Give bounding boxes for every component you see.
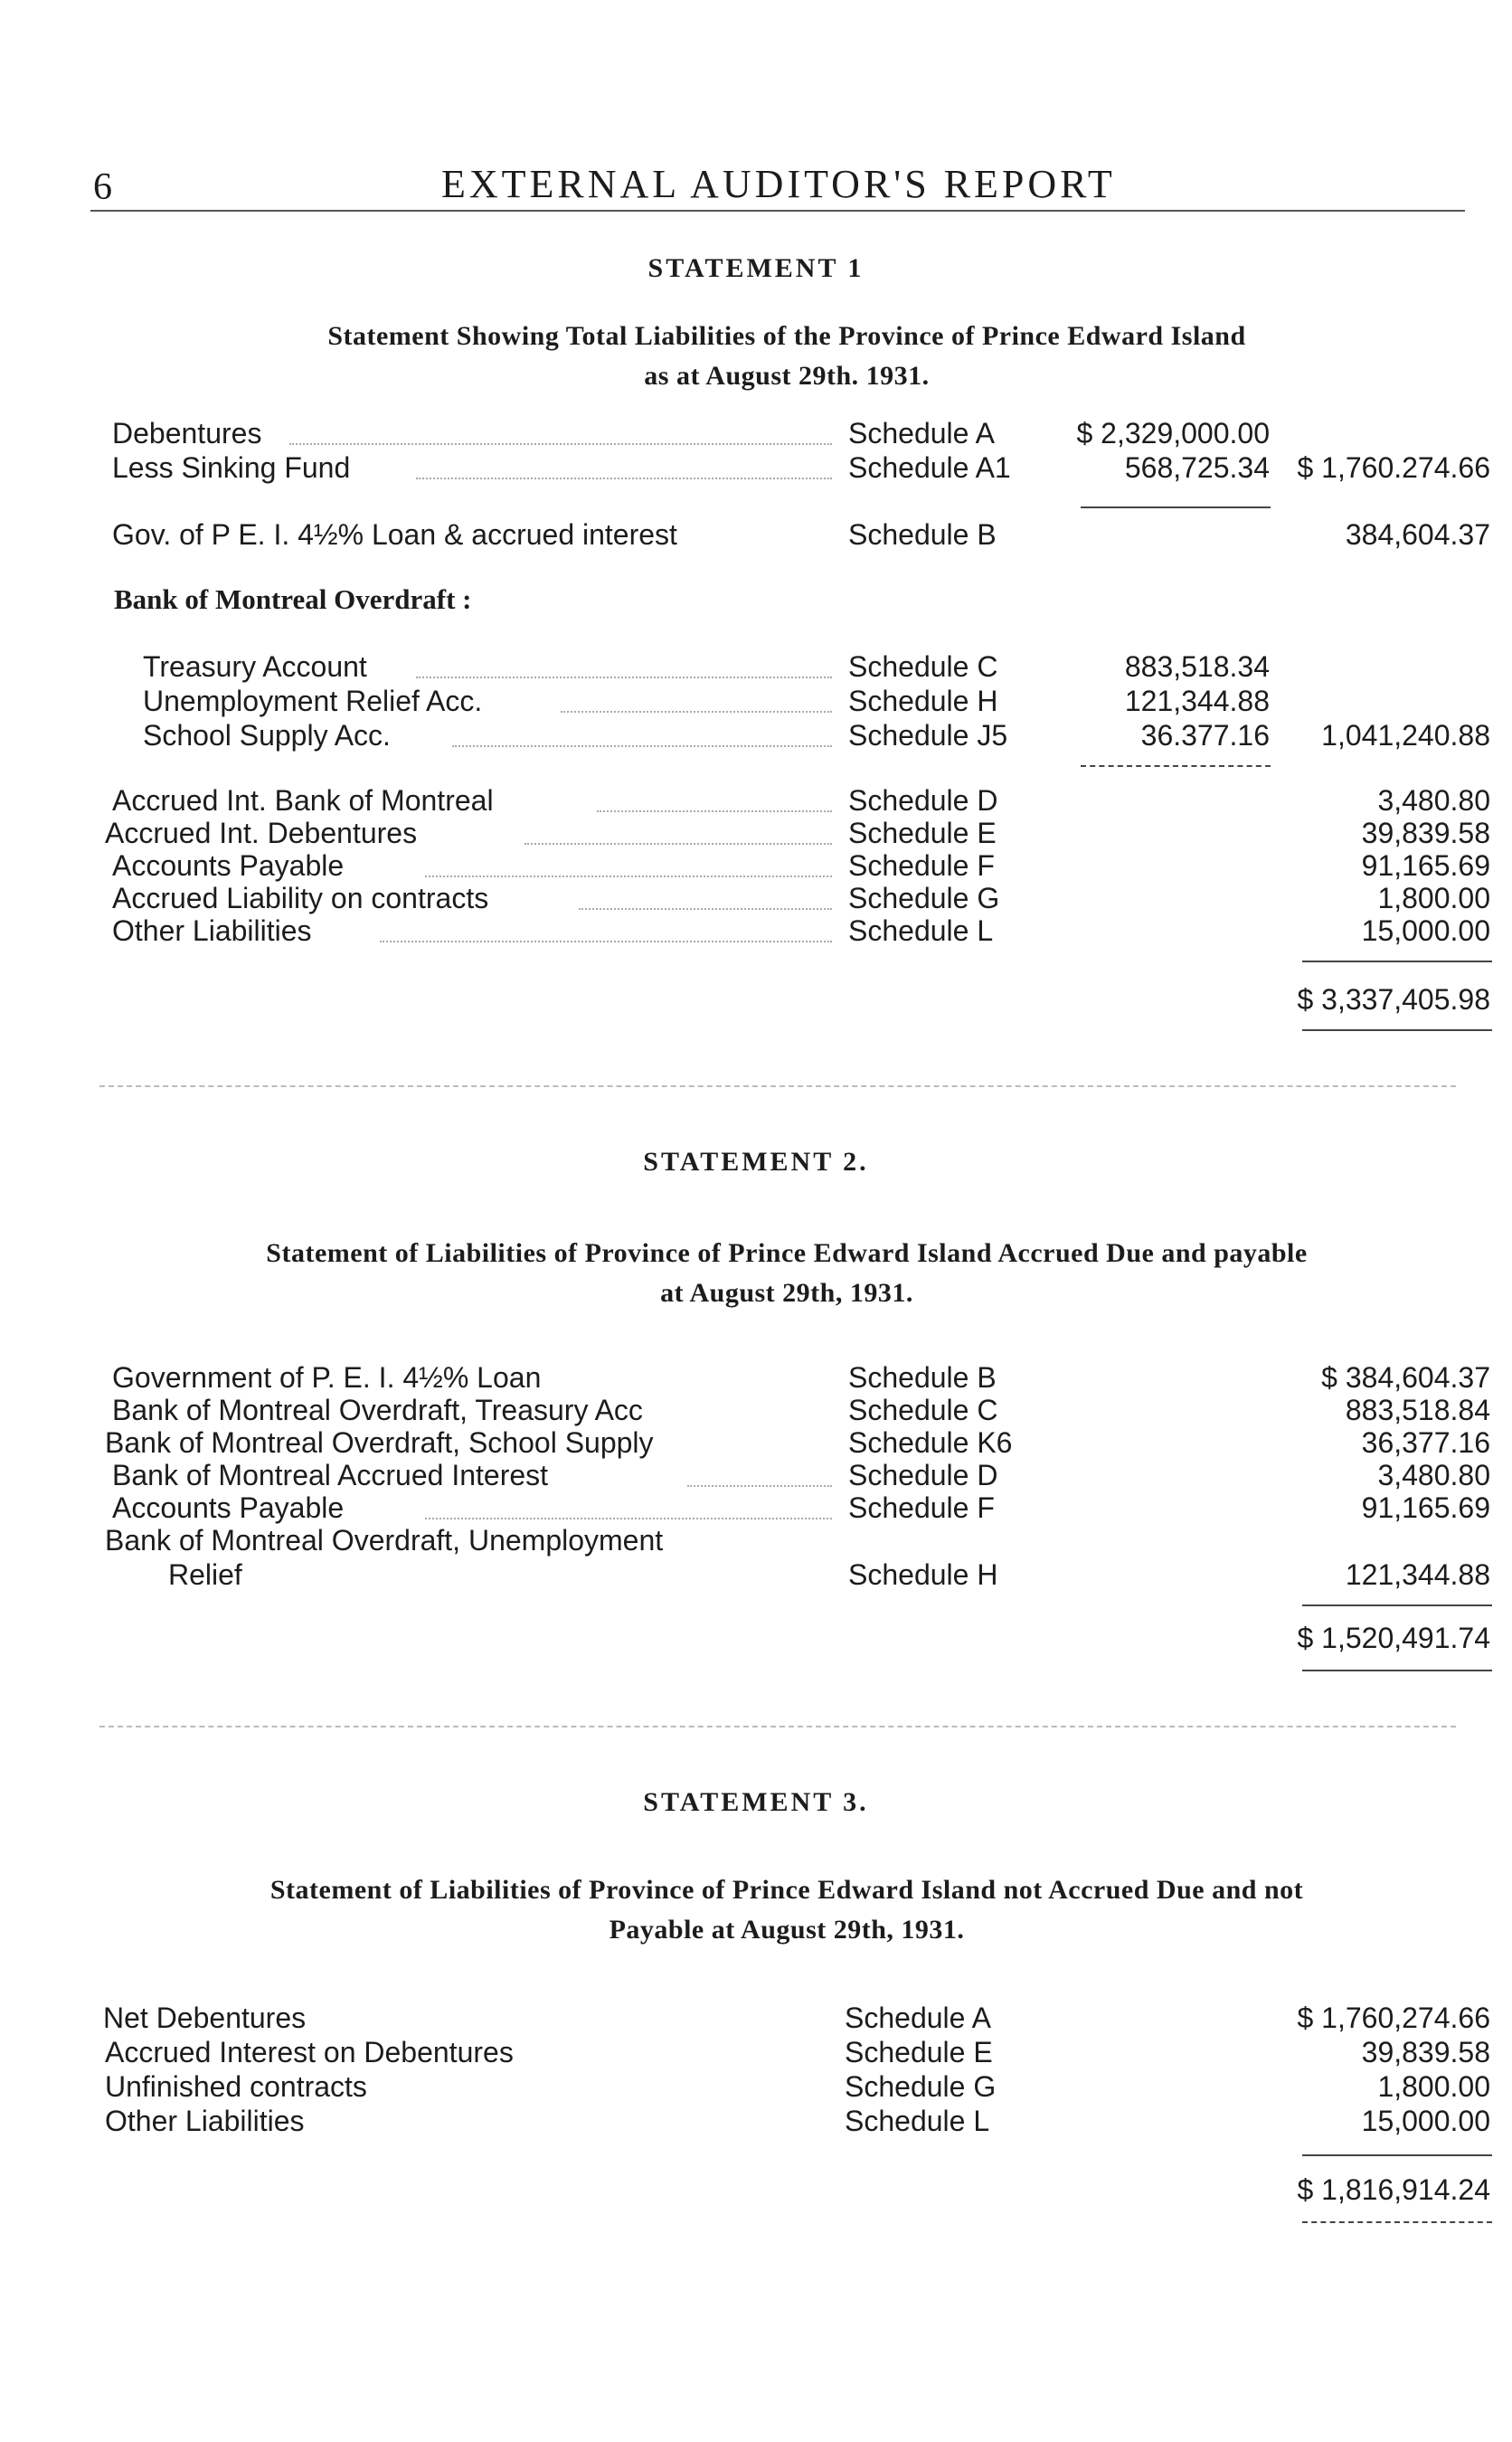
row-label: School Supply Acc.	[143, 719, 391, 752]
statement-3-grand-total: $ 1,816,914.24	[1297, 2173, 1490, 2206]
total-underline	[1302, 1670, 1492, 1671]
row-amount: $ 384,604.37	[1321, 1361, 1490, 1394]
ledger-row	[0, 1458, 1512, 1492]
row-amount: 15,000.00	[1361, 2105, 1490, 2137]
row-amount: 1,800.00	[1377, 2070, 1490, 2103]
ledger-row	[0, 684, 1512, 718]
ledger-row	[0, 2035, 1512, 2069]
section-divider	[99, 1085, 1456, 1087]
statement-3-heading: STATEMENT 3.	[643, 1787, 869, 1817]
page-number: 6	[93, 166, 112, 208]
row-amount: 883,518.84	[1345, 1394, 1490, 1426]
dot-leader	[289, 443, 832, 445]
row-label: Bank of Montreal Overdraft, School Supply	[105, 1426, 654, 1459]
dot-leader	[416, 677, 832, 678]
row-label: Other Liabilities	[105, 2105, 305, 2137]
row-amount-subtotal: 883,518.34	[1124, 650, 1270, 683]
row-amount-total: 3,480.80	[1377, 784, 1490, 817]
row-schedule: Schedule F	[848, 1491, 995, 1524]
row-schedule: Schedule L	[848, 914, 994, 947]
total-underline	[1302, 1029, 1492, 1031]
running-head-title: EXTERNAL AUDITOR'S REPORT	[441, 162, 1116, 206]
row-schedule: Schedule A1	[848, 451, 1011, 484]
dot-leader	[597, 810, 832, 812]
statement-1-caption-line-1: Statement Showing Total Liabilities of the Province of Prince Edward Island	[327, 321, 1246, 351]
ledger-row	[0, 2104, 1512, 2138]
statement-1-caption	[90, 317, 1483, 396]
row-schedule: Schedule B	[848, 1361, 997, 1394]
subtotal-underline	[1081, 506, 1271, 508]
row-label: Bank of Montreal Overdraft, Unemployment	[105, 1524, 664, 1557]
row-amount-subtotal: 121,344.88	[1124, 685, 1270, 717]
row-schedule: Schedule H	[848, 685, 998, 717]
dot-leader	[579, 908, 832, 910]
statement-2-heading: STATEMENT 2.	[643, 1147, 869, 1177]
total-overline	[1302, 1604, 1492, 1606]
row-amount-total: 1,041,240.88	[1321, 719, 1490, 752]
row-schedule: Schedule D	[848, 1459, 998, 1491]
row-schedule: Schedule J5	[848, 719, 1008, 752]
row-amount-total: 384,604.37	[1345, 518, 1490, 551]
row-schedule: Schedule G	[845, 2070, 997, 2103]
statement-3-caption-line-1: Statement of Liabilities of Province of Prince Edward Island not Accrued Due and not	[269, 1875, 1304, 1905]
subtotal-underline	[1081, 765, 1271, 767]
statement-2-caption-line-1: Statement of Liabilities of Province of Prince Edward Island Accrued Due and payable	[266, 1238, 1308, 1268]
statement-1-total-row	[0, 982, 1512, 1017]
dot-leader	[561, 711, 832, 713]
row-label: Debentures	[112, 417, 262, 450]
row-amount-subtotal: 568,725.34	[1124, 451, 1270, 484]
ledger-row-wrapped-line-2	[0, 1557, 1512, 1592]
ledger-row	[0, 2001, 1512, 2035]
row-label: Bank of Montreal Overdraft, Treasury Acc	[112, 1394, 643, 1426]
row-label: Relief	[168, 1558, 242, 1591]
statement-3-caption-line-2: Payable at August 29th, 1931.	[609, 1915, 965, 1945]
header-rule	[90, 210, 1465, 212]
ledger-row	[0, 517, 1512, 552]
row-amount: 3,480.80	[1377, 1459, 1490, 1491]
ledger-row	[0, 848, 1512, 883]
ledger-row	[0, 816, 1512, 850]
ledger-row	[0, 913, 1512, 948]
ledger-row	[0, 783, 1512, 818]
ledger-row	[0, 718, 1512, 752]
row-amount: 36,377.16	[1361, 1426, 1490, 1459]
row-schedule: Schedule B	[848, 518, 997, 551]
row-label: Net Debentures	[103, 2002, 307, 2034]
dot-leader	[416, 478, 832, 479]
row-label: Accounts Payable	[112, 849, 345, 882]
row-amount: $ 1,760,274.66	[1297, 2002, 1490, 2034]
statement-2-grand-total: $ 1,520,491.74	[1297, 1622, 1490, 1654]
row-schedule: Schedule C	[848, 1394, 998, 1426]
row-amount-total: $ 1,760.274.66	[1297, 451, 1490, 484]
row-amount-subtotal: $ 2,329,000.00	[1076, 417, 1270, 450]
row-amount: 39,839.58	[1361, 2036, 1490, 2068]
row-schedule: Schedule E	[845, 2036, 993, 2068]
row-schedule: Schedule D	[848, 784, 998, 817]
row-label: Accrued Int. Bank of Montreal	[112, 784, 494, 817]
row-label: Unfinished contracts	[105, 2070, 367, 2103]
dot-leader	[425, 876, 832, 877]
ledger-row	[0, 1425, 1512, 1460]
row-label: Gov. of P E. I. 4½% Loan & accrued interest	[112, 518, 677, 551]
ledger-row	[0, 1393, 1512, 1427]
dot-leader	[687, 1485, 832, 1487]
total-overline	[1302, 961, 1492, 962]
row-label: Government of P. E. I. 4½% Loan	[112, 1361, 542, 1394]
statement-1-caption-line-2: as at August 29th. 1931.	[644, 361, 930, 391]
row-schedule: Schedule A	[848, 417, 995, 450]
dot-leader	[425, 1518, 832, 1519]
ledger-row	[0, 2069, 1512, 2104]
statement-1-grand-total: $ 3,337,405.98	[1297, 983, 1490, 1016]
ledger-row	[0, 1491, 1512, 1525]
dot-leader	[524, 843, 832, 845]
row-label: Bank of Montreal Accrued Interest	[112, 1459, 549, 1491]
row-schedule: Schedule E	[848, 817, 997, 849]
dot-leader	[380, 941, 832, 942]
row-amount: 91,165.69	[1361, 1491, 1490, 1524]
ledger-row	[0, 1360, 1512, 1395]
row-amount-subtotal: 36.377.16	[1140, 719, 1270, 752]
row-label: Other Liabilities	[112, 914, 312, 947]
row-label: Less Sinking Fund	[112, 451, 351, 484]
overdraft-subheading: Bank of Montreal Overdraft :	[114, 583, 472, 615]
statement-2-caption-line-2: at August 29th, 1931.	[660, 1278, 913, 1308]
row-schedule: Schedule K6	[848, 1426, 1013, 1459]
row-amount: 121,344.88	[1345, 1558, 1490, 1591]
statement-3-caption	[90, 1870, 1483, 1950]
ledger-row	[0, 416, 1512, 450]
ledger-row	[0, 881, 1512, 915]
statement-1-heading: STATEMENT 1	[647, 253, 865, 283]
row-schedule: Schedule C	[848, 650, 998, 683]
total-overline	[1302, 2154, 1492, 2156]
row-label: Treasury Account	[143, 650, 367, 683]
row-schedule: Schedule A	[845, 2002, 991, 2034]
section-divider	[99, 1726, 1456, 1727]
total-underline	[1302, 2221, 1492, 2223]
row-label: Accrued Int. Debentures	[105, 817, 418, 849]
row-amount-total: 1,800.00	[1377, 882, 1490, 914]
row-amount-total: 39,839.58	[1361, 817, 1490, 849]
row-amount-total: 91,165.69	[1361, 849, 1490, 882]
dot-leader	[452, 745, 832, 747]
row-label: Accrued Liability on contracts	[112, 882, 489, 914]
ledger-row	[0, 450, 1512, 485]
statement-2-caption	[90, 1234, 1483, 1313]
statement-3-total-row	[0, 2172, 1512, 2207]
row-label: Unemployment Relief Acc.	[143, 685, 483, 717]
row-label: Accounts Payable	[112, 1491, 345, 1524]
row-schedule: Schedule H	[848, 1558, 998, 1591]
row-label: Accrued Interest on Debentures	[105, 2036, 514, 2068]
row-amount-total: 15,000.00	[1361, 914, 1490, 947]
row-schedule: Schedule F	[848, 849, 995, 882]
statement-2-total-row	[0, 1621, 1512, 1655]
ledger-row	[0, 649, 1512, 684]
row-schedule: Schedule G	[848, 882, 1000, 914]
row-schedule: Schedule L	[845, 2105, 990, 2137]
ledger-row-wrapped-line-1	[0, 1523, 1512, 1557]
